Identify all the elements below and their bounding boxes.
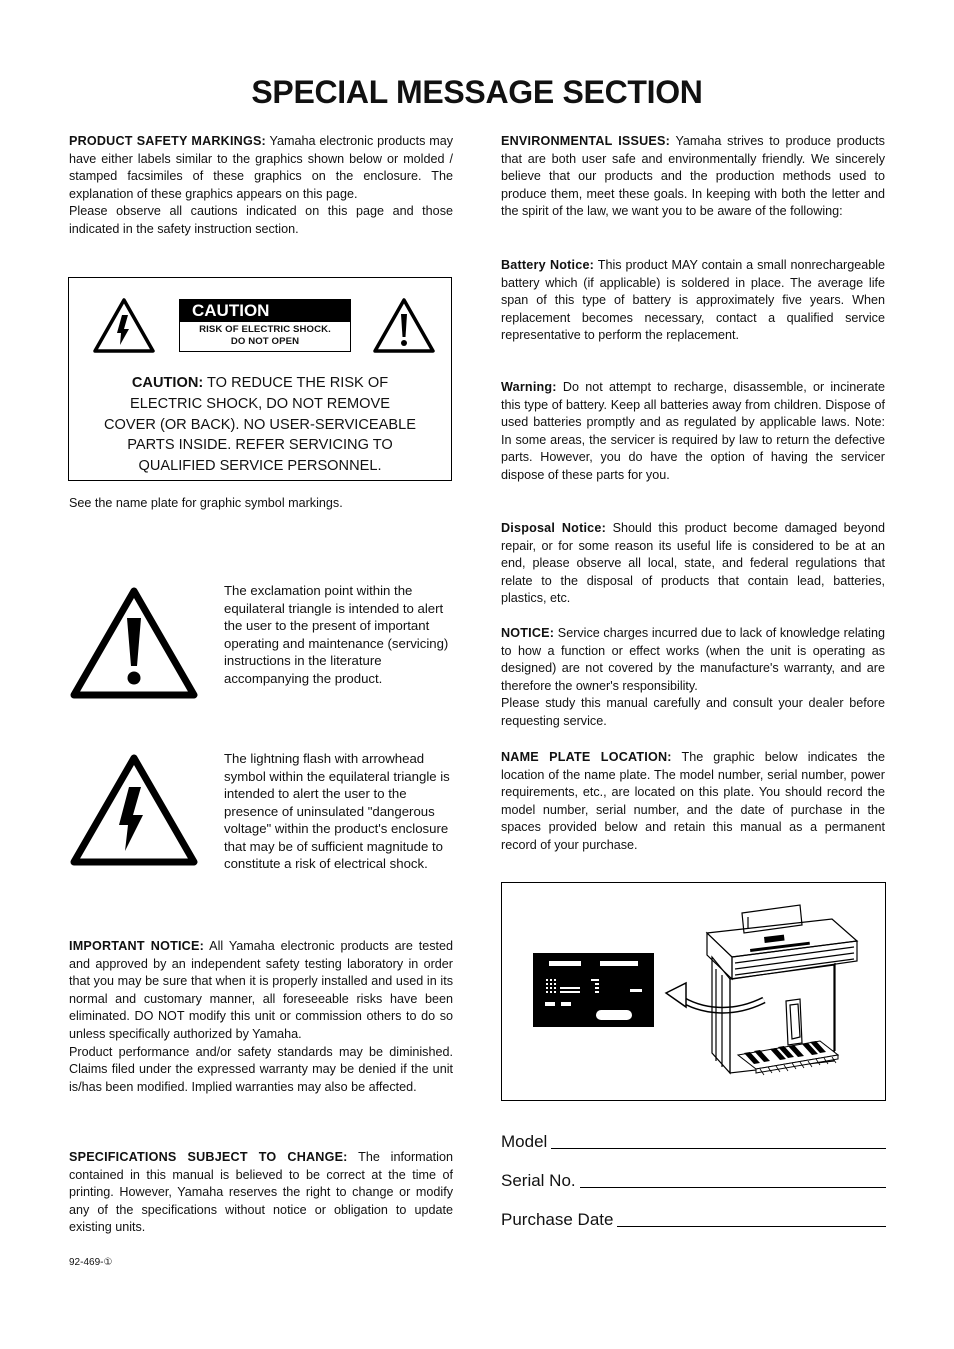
model-line[interactable]: [551, 1148, 886, 1149]
name-plate-heading: NAME PLATE LOCATION:: [501, 750, 672, 764]
lightning-description: The lightning flash with arrowhead symbol within the equilateral triangle is intended to alert the user to the presence of uninsulated "dangerous voltage" within the product's enclosure that may be of sufficient magnitude to constitute a risk of electrical shock.: [224, 751, 450, 871]
model-label: Model: [501, 1132, 548, 1151]
caution-box: [68, 277, 452, 481]
environmental-section: ENVIRONMENTAL ISSUES: Yamaha strives to produce products that are both user safe and environmentally friendly. We sincerely believe that our products and the production methods used to produce them, meet these goals. In keeping with both the letter and the spirit of the law, we want you to be aware of the following:: [501, 134, 885, 219]
footer-code: 92-469-①: [69, 1257, 113, 1268]
exclamation-symbol-icon: [69, 586, 199, 700]
name-plate-illustration: [501, 882, 886, 1101]
exclamation-triangle-icon: [372, 297, 436, 354]
purchase-date-field[interactable]: [501, 1206, 886, 1230]
important-notice-heading: IMPORTANT NOTICE:: [69, 939, 204, 953]
battery-heading: Battery Notice:: [501, 258, 595, 272]
organ-illustration: [502, 883, 885, 1100]
name-plate-note: See the name plate for graphic symbol markings.: [69, 496, 343, 510]
name-plate-section: NAME PLATE LOCATION: The graphic below indicates the location of the name plate. The model number, serial number, power requirements, etc., are located on this plate. You should record the model number, serial number, and the date of purchase in the spaces provided below and retain this manual as a permanent record of your purchase.: [501, 750, 885, 852]
product-safety-text2: Please observe all cautions indicated on this page and those indicated in the safety instruction section.: [69, 204, 453, 236]
purchase-date-line[interactable]: [617, 1226, 886, 1227]
caution-label: [179, 299, 351, 352]
disposal-heading: Disposal Notice:: [501, 521, 606, 535]
serial-label: Serial No.: [501, 1171, 576, 1190]
environmental-heading: ENVIRONMENTAL ISSUES:: [501, 134, 670, 148]
notice-heading: NOTICE:: [501, 626, 555, 640]
disposal-section: Disposal Notice: Should this product become damaged beyond repair, or for some reason its useful life is considered to be at an end, please observe all local, state, and federal regulations that relate to the disposal of products that contain lead, batteries, plastics, etc.: [501, 521, 885, 606]
model-field[interactable]: [501, 1128, 886, 1152]
important-notice-section: IMPORTANT NOTICE: All Yamaha electronic products are tested and approved by an independent safety testing laboratory in order that you may be sure that when it is properly installed and used in its normal and customary manner, all foreseeable risks have been eliminated. DO NOT modify this unit or commission others to do so unless specifically authorized by Yamaha. Product performance and/or safety standards may be diminished. Claims filed under the expressed warranty may be denied if the unit is/has been modified. Implied warranties may also be affected.: [69, 939, 454, 1094]
battery-section: Battery Notice: This product MAY contain a small nonrechargeable battery which (if applicable) is soldered in place. The average life span of this type of battery is approximately five years. When replacement becomes necessary, contact a qualified service representative to perform the replacement.: [501, 258, 886, 343]
specifications-section: SPECIFICATIONS SUBJECT TO CHANGE: The information contained in this manual is believed to be correct at the time of printing. However, Yamaha reserves the right to change or modify any of the specifications without notice or obligation to update existing units.: [69, 1150, 453, 1235]
serial-line[interactable]: [580, 1187, 886, 1188]
caution-label-sub: RISK OF ELECTRIC SHOCK. DO NOT OPEN: [199, 324, 331, 347]
caution-label-title: CAUTION: [180, 300, 350, 322]
lightning-symbol-icon: [69, 753, 199, 867]
serial-field[interactable]: [501, 1167, 886, 1191]
page-title: SPECIAL MESSAGE SECTION: [251, 74, 703, 110]
purchase-date-label: Purchase Date: [501, 1210, 614, 1229]
notice-section: NOTICE: Service charges incurred due to lack of knowledge relating to how a function or effect works (when the unit is operating as designed) are not covered by the manufacture's warranty, and are therefore the owner's responsibility. Please study this manual carefully and consult your dealer before requesting service.: [501, 626, 885, 728]
warning-heading: Warning:: [501, 380, 557, 394]
specifications-heading: SPECIFICATIONS SUBJECT TO CHANGE:: [69, 1150, 348, 1164]
warning-section: Warning: Do not attempt to recharge, disassemble, or incinerate this type of battery. Keep all batteries away from children. Dispose of used batteries promptly and as regulated by applicable laws. Note: In some areas, the servicer is required by law to return the defective parts. However, you do have the option of having the servicer dispose of these parts for you.: [501, 380, 885, 482]
product-safety-heading: PRODUCT SAFETY MARKINGS:: [69, 134, 266, 148]
exclamation-description: The exclamation point within the equilateral triangle is intended to alert the user to the present of important operating and maintenance (servicing) instructions in the literature accompanying the product.: [224, 583, 449, 686]
product-safety-section: [69, 133, 453, 239]
product-safety-text: Yamaha electronic products may have either labels similar to the graphics shown below or molded / stamped facsimiles of these graphics on the enclosure. The explanation of these graphics appears on this page.: [69, 134, 454, 201]
lightning-triangle-icon: [92, 297, 156, 354]
caution-message: CAUTION: TO REDUCE THE RISK OF ELECTRIC SHOCK, DO NOT REMOVE COVER (OR BACK). NO USER-SERVICEABLE PARTS INSIDE. REFER SERVICING TO QUALIFIED SERVICE PERSONNEL.: [104, 375, 416, 475]
